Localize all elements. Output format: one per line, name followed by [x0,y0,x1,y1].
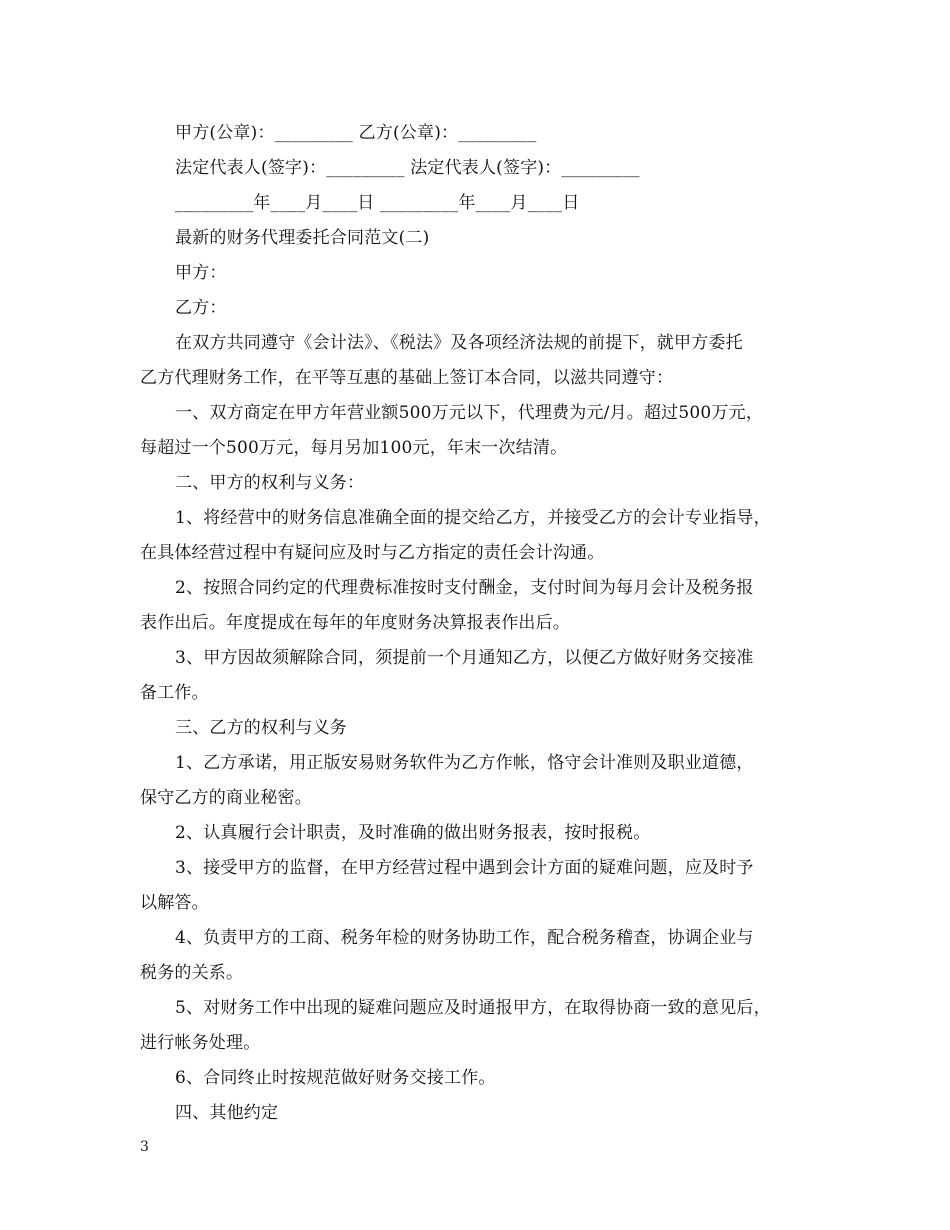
paragraph-line: 乙方代理财务工作，在平等互惠的基础上签订本合同，以滋共同遵守： [140,368,674,388]
clause-2-item-3 [140,641,828,711]
section-title: 最新的财务代理委托合同范文(二) [175,228,430,248]
clause-2-item-1 [140,501,828,571]
paragraph-line: 一、双方商定在甲方年营业额500万元以下，代理费为元/月。超过500万元， [175,403,764,423]
clause-3-item-6 [140,1061,828,1096]
page-number: 3 [140,1139,149,1155]
paragraph-line: 在双方共同遵守《会计法》、《税法》及各项经济法规的前提下，就甲方委托 [175,333,743,353]
party-a-label: 甲方： [175,263,227,283]
paragraph-line: 备工作。 [140,683,209,703]
clause-3-item-5 [140,991,828,1061]
paragraph-line: 税务的关系。 [140,963,244,983]
clause-3-item-3 [140,851,828,921]
date-line: _________年____月____日 _________年____月____日 [175,193,580,213]
paragraph-line: 以解答。 [140,893,209,913]
paragraph-line: 四、其他约定 [175,1103,279,1123]
clause-3-item-2 [140,816,828,851]
clause-4-heading [140,1096,828,1131]
paragraph-line: 1、将经营中的财务信息准确全面的提交给乙方，并接受乙方的会计专业指导， [175,508,771,528]
paragraph-line: 4、负责甲方的工商、税务年检的财务协助工作，配合税务稽查，协调企业与 [175,928,754,948]
clause-2-heading [140,466,828,501]
paragraph-line: 每超过一个500万元，每月另加100元，年末一次结清。 [140,438,568,458]
clause-3-item-1 [140,746,828,816]
document-body [140,116,828,1131]
paragraph-line: 保守乙方的商业秘密。 [140,788,312,808]
clause-2-item-2 [140,571,828,641]
paragraph-line: 2、认真履行会计职责，及时准确的做出财务报表，按时报税。 [175,823,651,843]
clause-3-heading [140,711,828,746]
paragraph-line: 三、乙方的权利与义务 [175,718,347,738]
paragraph-line: 3、接受甲方的监督，在甲方经营过程中遇到会计方面的疑难问题，应及时予 [175,858,754,878]
clause-1-paragraph [140,396,828,466]
paragraph-line: 3、甲方因故须解除合同，须提前一个月通知乙方，以便乙方做好财务交接准 [175,648,754,668]
legal-rep-signature-line: 法定代表人(签字)：_________ 法定代表人(签字)：_________ [175,158,640,178]
paragraph-line: 进行帐务处理。 [140,1033,261,1053]
intro-paragraph [140,326,828,396]
paragraph-line: 5、对财务工作中出现的疑难问题应及时通报甲方，在取得协商一致的意见后， [175,998,771,1018]
paragraph-line: 在具体经营过程中有疑问应及时与乙方指定的责任会计沟通。 [140,543,605,563]
paragraph-line: 表作出后。年度提成在每年的年度财务决算报表作出后。 [140,613,570,633]
party-a-seal-line: 甲方(公章)：_________ 乙方(公章)：_________ [175,123,537,143]
paragraph-line: 1、乙方承诺，用正版安易财务软件为乙方作帐，恪守会计准则及职业道德， [175,753,754,773]
paragraph-line: 6、合同终止时按规范做好财务交接工作。 [175,1068,496,1088]
party-b-label: 乙方： [175,298,227,318]
paragraph-line: 二、甲方的权利与义务： [175,473,365,493]
clause-3-item-4 [140,921,828,991]
paragraph-line: 2、按照合同约定的代理费标准按时支付酬金，支付时间为每月会计及税务报 [175,578,754,598]
